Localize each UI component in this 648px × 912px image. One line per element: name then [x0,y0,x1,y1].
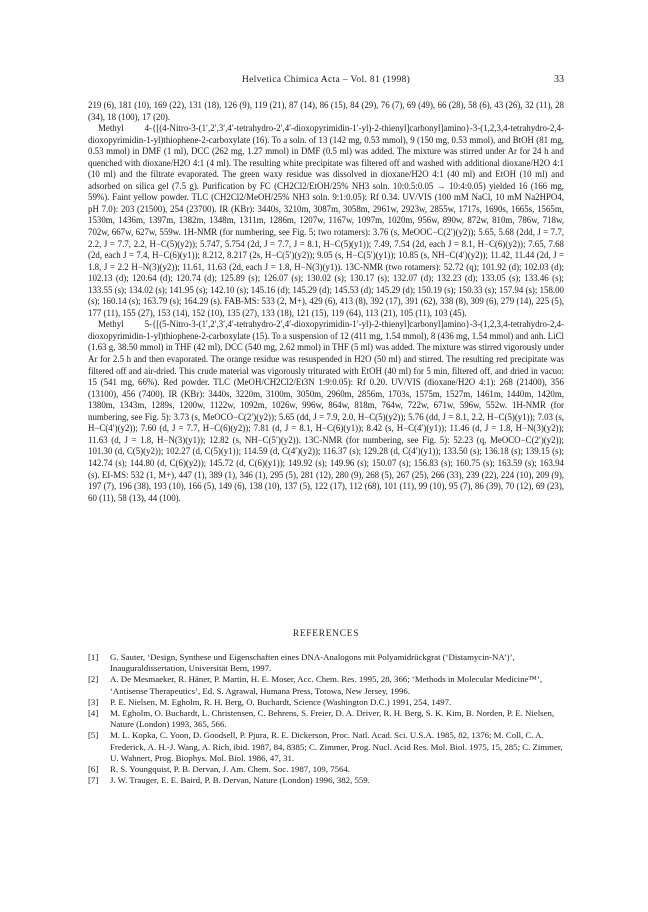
reference-text: R. S. Youngquist, P. B. Dervan, J. Am. Chem. Soc. 1987, 109, 7564. [110,764,350,775]
reference-number: [4] [88,708,99,719]
running-title: Helvetica Chimica Acta – Vol. 81 (1998) [241,74,411,85]
reference-text: M. Egholm, O. Buchardt, L. Christensen, C. Behrens, S. Freier, D. A. Driver, R. H. Berg, S. K. Kim, B. Norden, P. E. Nielsen, Nature (London) 1993, 365, 566. [110,708,555,730]
reference-item [88,730,564,764]
reference-item [88,674,564,696]
reference-number: [7] [88,775,99,786]
reference-number: [1] [88,652,99,662]
reference-item [88,764,564,775]
reference-number: [3] [88,696,99,707]
reference-number: [5] [88,730,99,741]
reference-item [88,697,564,708]
references-list [88,652,564,786]
reference-item [88,708,564,730]
reference-text: A. De Mesmaeker, R. Häner, P. Martin, H. E. Moser, Acc. Chem. Res. 1995, 28, 366; ‘Methods in Molecular Medicine™’, ‘Antisense Therapeutics’, Ed. S. Agrawal, Humana Press, Totowa, New Jersey, 1996. [110,674,543,696]
page-number: 33 [554,74,564,85]
reference-number: [2] [88,674,99,685]
page-header [88,74,564,88]
reference-text: P. E. Nielsen, M. Egholm, R. H. Berg, O. Buchardt, Science (Washington D.C.) 1991, 254, 1497. [110,696,452,707]
reference-text: G. Sauter, ‘Design, Synthese und Eigenschaften eines DNA-Analogons mit Polyamidrückgrat (‘Distamycin-NA’)’, Inauguraldissertation, Universität Bern, 1997. [110,652,515,674]
compound-16-paragraph: Methyl 4-{[(4-Nitro-3-(1′,2′,3′,4′-tetrahydro-2′,4′-dioxopyrimidin-1′-yl)-2-thienyl]carbonyl]amino}-3-(1,2,3,4-tetrahydro-2,4-dioxopyrimidin-1-yl)thiophene-2-carboxylate (16). To a soln. of 13 (142 mg, 0.53 mmol), 9 (150 mg, 0.53 mmol), and BtOH (81 mg, 0.53 mmol) in DMF (1 ml), DCC (262 mg, 1.27 mmol) in DMF (0.5 ml) was added. The mixture was stirred under Ar for 24 h and quenched with dioxane/H2O 4:1 (4 ml). The resulting white precipitate was filtered off and washed with additional dioxane/H2O 4:1 (10 ml) and the filtrate evaporated. The green waxy residue was dissolved in dioxane/H2O 4:1 (40 ml) and EtOH (10 ml) and adsorbed on silica gel (7.5 g). Purification by FC (CH2Cl2/EtOH/25% NH3 soln. 10:0.5:0.05 → 10:4:0.05) yielded 16 (166 mg, 59%). Faint yellow powder. TLC (CH2Cl2/MeOH/25% NH3 soln. 9:1:0.05): Rf 0.34. UV/VIS (100 mM NaCl, 10 mM Na2HPO4, pH 7.0): 203 (21500), 254 (23700). IR (KBr): 3440s, 3210m, 3087m, 3058m, 2961w, 2923w, 2855w, 1717s, 1690s, 1665s, 1565m, 1530m, 1436m, 1397m, 1382m, 1348m, 1311m, 1286m, 1207w, 1167w, 1097m, 1020m, 956w, 890w, 872w, 810m, 786w, 718w, 702w, 667w, 627w, 559w. 1H-NMR (for numbering, see Fig. 5; two rotamers): 3.76 (s, MeOOC−C(2′)(y2)); 5.65, 5.68 (2dd, J = 7.7, 2.2, J = 7.7, 2.2, H−C(5)(y2)); 5.747, 5.754 (2d, J = 7.7, J = 8.1, H−C(5)(y1)); 7.49, 7.54 (2d, each J = 8.1, H−C(6)(y2)); 7.65, 7.68 (2d, each J = 7.4, H−C(6)(y1)); 8.212, 8.217 (2s, H−C(5′)(y2)); 9.05 (s, H−C(5′)(y1)); 10.85 (s, NH−C(4′)(y2)); 11.42, 11.44 (2d, J = 1.8, J = 2.2 H−N(3)(y2)); 11.61, 11.63 (2d, each J = 1.8, H−N(3)(y1)). 13C-NMR (two rotamers): 52.72 (q); 101.92 (d); 102.03 (d); 102.13 (d); 120.64 (d); 120.74 (d); 125.89 (s); 126.07 (s); 130.02 (s); 130.17 (s); 132.07 (d); 132.23 (d); 133.05 (s); 133.46 (s); 133.55 (s); 134.02 (s); 141.95 (s); 142.10 (s); 145.16 (d); 145.29 (d); 145.53 (d); 145.29 (d); 150.19 (s); 150.33 (s); 157.94 (s); 158.00 (s); 160.14 (s); 163.79 (s); 164.29 (s). FAB-MS: 533 (2, M+), 429 (6), 413 (8), 392 (17), 391 (62), 338 (8), 309 (6), 279 (14), 225 (5), 177 (11), 155 (27), 153 (14), 152 (10), 135 (27), 133 (18), 121 (15), 119 (64), 113 (21), 105 (11), 103 (45). [88,123,564,318]
experimental-section [88,100,564,504]
reference-item [88,775,564,786]
compound-15-paragraph: Methyl 5-{[(5-Nitro-3-(1′,2′,3′,4′-tetrahydro-2′,4′-dioxopyrimidin-1′-yl)-2-thienyl]carbonyl]amino}-3-(1,2,3,4-tetrahydro-2,4-dioxopyrimidin-1-yl)thiophene-2-carboxylate (15). To a suspension of 12 (411 mg, 1.54 mmol), 8 (436 mg, 1.54 mmol) and anh. LiCl (1.63 g, 38.50 mmol) in THF (42 ml), DCC (540 mg, 2.62 mmol) in THF (5 ml) was added. The mixture was stirred vigorously under Ar for 2.5 h and then evaporated. The orange residue was resuspended in H2O (50 ml) and stirred. The resulting red precipitate was filtered off and air-dried. This crude material was vigorously triturated with EtOH (40 ml) for 5 min, filtered off, and dried in vacuo: 15 (541 mg, 66%). Red powder. TLC (MeOH/CH2Cl2/Et3N 1:9:0.05): Rf 0.20. UV/VIS (dioxane/H2O 4:1): 268 (21400), 356 (13100), 456 (7400). IR (KBr): 3440s, 3220m, 3100m, 3050m, 2960m, 2856m, 1703s, 1575m, 1527m, 1461m, 1440m, 1420m, 1380m, 1343m, 1289s, 1200w, 1122w, 1092m, 1026w, 996w, 864w, 818m, 764w, 722w, 671w, 596w, 552w. 1H-NMR (for numbering, see Fig. 5): 3.73 (s, MeOCO−C(2′)(y2)); 5.65 (dd, J = 7.9, 2.0, H−C(5)(y2)); 5.76 (dd, J = 8.1, 2.2, H−C(5)(y1)); 7.03 (s, H−C(4′)(y2)); 7.60 (d, J = 7.7, H−C(6)(y2)); 7.81 (d, J = 8.1, H−C(6)(y1)); 8.42 (s, H−C(4′)(y1)); 11.46 (d, J = 1.8, H−N(3)(y2)); 11.63 (d, J = 1.8, H−N(3)(y1)); 12.82 (s, NH−C(5′)(y2)). 13C-NMR (for numbering, see Fig. 5): 52.23 (q, MeOCO−C(2′)(y2)); 101.30 (d, C(5)(y2)); 102.27 (d, C(5)(y1)); 114.59 (d, C(4′)(y2)); 116.37 (s); 129.28 (d, C(4′)(y1)); 133.50 (s); 136.18 (s); 139.15 (s); 142.74 (s); 144.80 (d, C(6)(y2)); 145.72 (d, C(6)(y1)); 149.92 (s); 149.96 (s); 150.07 (s); 156.83 (s); 160.75 (s); 163.59 (s); 163.94 (s). EI-MS: 532 (1, M+), 447 (1), 389 (1), 346 (1), 295 (5), 281 (12), 280 (9), 268 (5), 267 (25), 266 (33), 239 (22), 224 (10), 209 (9), 197 (7), 196 (38), 193 (10), 166 (5), 149 (6), 138 (10), 137 (5), 122 (17), 112 (68), 101 (11), 99 (10), 95 (7), 86 (39), 70 (12), 69 (23), 60 (11), 58 (13), 44 (100). [88,319,564,503]
reference-number: [6] [88,764,99,775]
reference-text: J. W. Trauger, E. E. Baird, P. B. Dervan, Nature (London) 1996, 382, 559. [110,775,370,786]
reference-item [88,652,564,674]
ms-data-continuation: 219 (6), 181 (10), 169 (22), 131 (18), 126 (9), 119 (21), 87 (14), 86 (15), 84 (29), 76 (7), 69 (49), 66 (28), 58 (6), 43 (26), 32 (11), 28 (34), 18 (100), 17 (20). [88,100,564,122]
reference-text: M. L. Kopka, C. Yoon, D. Goodsell, P. Pjura, R. E. Dickerson, Proc. Natl. Acad. Sci. U.S.A. 1985, 82, 1376; M. Coll, C. A. Frederick, A. H.-J. Wang, A. Rich, ibid. 1987, 84, 8385; C. Zimmer, Prog. Nucl. Acid Res. Mol. Biol. 1975, 15, 285; C. Zimmer, U. Wahnert, Prog. Biophys. Mol. Biol. 1986, 47, 31. [110,730,563,763]
references-heading: REFERENCES [292,629,360,639]
